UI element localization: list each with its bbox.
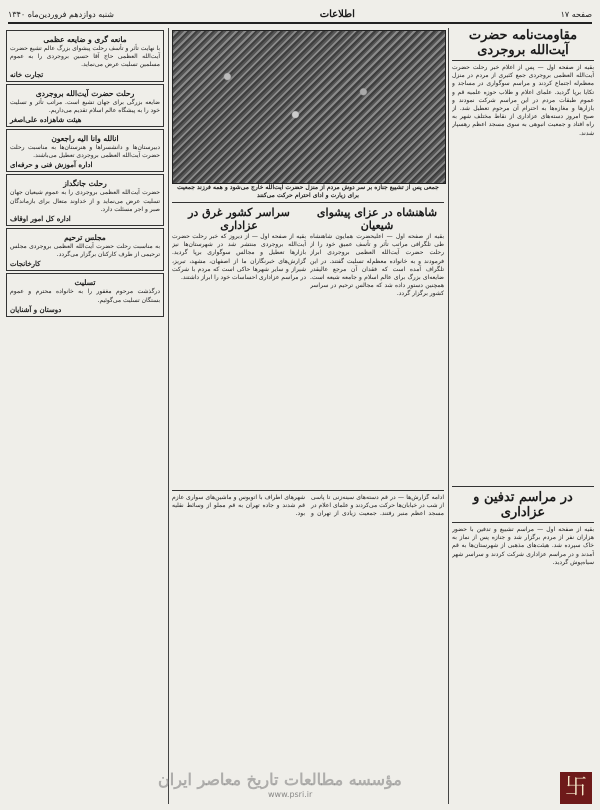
funeral-crowd-photo (172, 30, 446, 184)
notice-signature: کارخانجات (10, 259, 41, 269)
newspaper-name: اطلاعات (319, 8, 355, 20)
right-subheadline: در مراسم تدفین و عزاداری (473, 490, 573, 520)
notice-body: دبیرستان‌ها و دانشسراها و هنرستان‌ها به مناسبت رحلت حضرت آیت‌الله العظمی بروجردی تعطیل می‌باشند. (10, 144, 160, 160)
nation-mourning-body: بقیه از صفحه اول — از دیروز که خبر رحلت حضرت آیت‌الله بروجردی منتشر شد در شهرستان‌ها نیز بازارها تعطیل و مجالس سوگواری برپا گردید. گزارش‌های خبرنگاران ما از اصفهان، مشهد، تبریز، شیراز و سایر شهرها حاکی است که مردم با شرکت در مراسم عزاداری احساسات خود را ابراز داشتند. (172, 233, 306, 282)
right-headline: مقاومت‌نامه حضرت آیت‌الله بروجردی (468, 28, 578, 58)
section-rule (172, 490, 444, 491)
page-header (8, 6, 592, 24)
right-column (452, 28, 594, 498)
notice-body: به مناسبت رحلت حضرت آیت‌الله العظمی بروجردی مجلس ترحیمی از طرف کارکنان برگزار می‌گردد. (10, 243, 160, 259)
section-rule (452, 486, 594, 487)
notice-signature: اداره کل امور اوقاف (10, 214, 71, 224)
notice-body: درگذشت مرحوم مغفور را به خانواده محترم و عموم بستگان تسلیت می‌گوئیم. (10, 288, 160, 304)
right-lower-section (452, 490, 594, 770)
nation-mourning-headline: سراسر کشور غرق در عزاداری (188, 206, 290, 232)
notice-signature: دوستان و آشنایان (10, 304, 62, 314)
left-notices-column (6, 28, 164, 768)
notice-title: مجلس ترحیم (64, 233, 106, 243)
notice-title: رحلت حضرت آیت‌الله بروجردی (35, 88, 135, 98)
notice-body: ضایعه بزرگی برای جهان تشیع است. مراتب تأثر و تسلیت خود را به پیشگاه عالم اسلام تقدیم می‌داریم. (10, 98, 160, 114)
notice-box (6, 228, 164, 271)
middle-left-article (172, 205, 306, 485)
notice-signature: اداره آموزش فنی و حرفه‌ای (10, 160, 93, 170)
column-rule (448, 28, 449, 804)
notice-body: حضرت آیت‌الله العظمی بروجردی را به عموم شیعیان جهان تسلیت عرض می‌نماید و از خداوند متعال برای بازماندگان صبر و اجر مسئلت دارد. (10, 189, 160, 213)
right-body: بقیه از صفحه اول — پس از اعلام خبر رحلت حضرت آیت‌الله العظمی بروجردی جمع کثیری از مردم در منزل معظم‌له اجتماع کردند و مراسم سوگواری در مساجد و تکایا برپا گردید. علمای اعلام و طلاب حوزه علمیه قم و عموم طبقات مردم در این مراسم شرکت نمودند و بازارها و مغازه‌ها به احترام آن مرحوم تعطیل شد. از صبح امروز دسته‌های عزاداری از نقاط مختلف شهر به راه افتاد و جمعیت انبوهی به سوی مسجد اعظم رهسپار شدند. (452, 64, 594, 137)
notice-signature: هیئت شاهزاده علی‌اصغر (10, 115, 82, 125)
column-rule (168, 28, 169, 804)
notice-title: رحلت جانگداز (63, 179, 107, 189)
notice-box (6, 174, 164, 226)
notice-box (6, 30, 164, 82)
middle-right-article (310, 205, 444, 485)
photo-caption: جمعی پس از تشییع جنازه بر سر دوش مردم از منزل حضرت آیت‌الله خارج می‌شود و همه فرزند جمعیت برای زیارت و ادای احترام حرکت می‌کنند (177, 184, 439, 199)
shah-article-body: بقیه از صفحه اول — اعلیحضرت همایون شاهنشاه طی تلگرافی مراتب تأثر و تأسف عمیق خود را از رحلت حضرت آیت‌الله العظمی بروجردی ابراز فرمودند و به خانواده معظم‌له تسلیت گفتند. در این تلگراف آمده است که فقدان آن مرجع عالیقدر ضایعه‌ای بزرگ برای عالم اسلام و جامعه شیعه است. همچنین دستور داده شد که مجالس ترحیم در سراسر کشور برگزار گردد. (310, 233, 444, 298)
middle-bottom-text (172, 494, 444, 764)
shah-headline: شاهنشاه در عزای پیشوای شیعیان (316, 206, 438, 232)
notice-body: با نهایت تأثر و تأسف رحلت پیشوای بزرگ عالم تشیع حضرت آیت‌الله العظمی حاج آقا حسین بروجردی را به عموم مسلمین تسلیت عرض می‌نماید. (10, 45, 160, 69)
archive-logo-icon: 卐 (560, 772, 592, 804)
right-body-2: بقیه از صفحه اول — مراسم تشییع و تدفین با حضور هزاران نفر از مردم برگزار شد و جنازه پس از نماز به خاک سپرده شد. هیئت‌های مذهبی از شهرستان‌ها به قم آمدند و در مراسم عزاداری شرکت کردند و سراسر شهر سیاه‌پوش گردید. (452, 526, 594, 566)
notice-title: مانعه گری و ضایعه عظمی (43, 35, 127, 44)
issue-date: شنبه دوازدهم فروردین‌ماه ۱۳۴۰ (8, 9, 115, 19)
notice-signature: تجارت خانه (10, 69, 44, 79)
section-rule (172, 202, 444, 203)
notice-box (6, 84, 164, 127)
page-number: صفحه ۱۷ (560, 9, 592, 19)
middle-bottom-body: ادامه گزارش‌ها — در قم دسته‌های سینه‌زنی تا پاسی از شب در خیابان‌ها حرکت می‌کردند و علمای اعلام در مسجد اعظم منبر رفتند. جمعیت زیادی از تهران و شهرهای اطراف با اتوبوس و ماشین‌های سواری عازم قم شدند و جاده تهران به قم مملو از وسائط نقلیه بود. (172, 494, 444, 518)
notice-box (6, 129, 164, 172)
notice-box (6, 273, 164, 316)
archive-watermark: مؤسسه مطالعات تاریخ معاصر ایران (158, 770, 402, 789)
notice-title: تسلیت (74, 278, 96, 288)
notice-title: انالله وانا الیه راجعون (51, 134, 119, 144)
archive-url: www.psri.ir (268, 790, 313, 799)
